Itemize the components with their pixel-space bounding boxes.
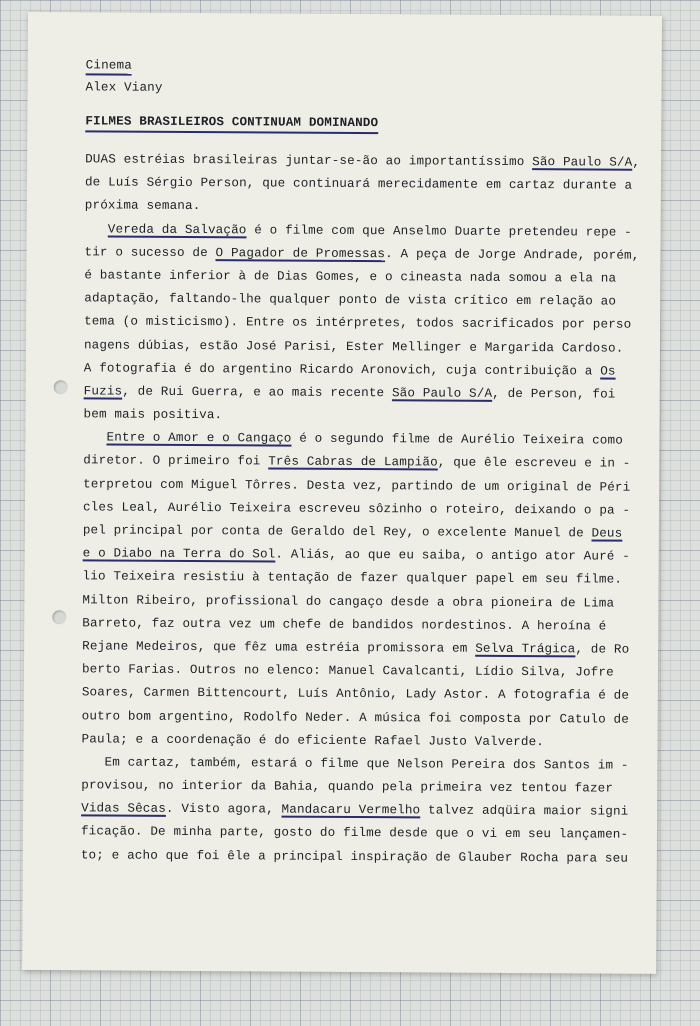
text-line <box>83 403 643 430</box>
text-segment: é bastante inferior à de Dias Gomes, e o cineasta nada somou a ela na <box>84 268 617 286</box>
text-line <box>82 635 642 662</box>
text-line <box>81 728 641 755</box>
text-segment: Milton Ribeiro, profissional do cangaço desde a obra pioneira de Lima <box>82 592 615 611</box>
underlined-title: Mandacaru Vermelho <box>281 802 421 818</box>
typed-text-block <box>81 54 646 870</box>
text-line <box>83 519 643 546</box>
text-segment: Em cartaz, também, estará o filme que Nelson Pereira dos Santos im - <box>81 755 629 773</box>
author-name: Alex Viany <box>85 80 163 95</box>
text-segment <box>85 222 108 236</box>
text-line <box>81 798 641 825</box>
text-segment: , <box>632 155 641 170</box>
text-segment: outro bom argentino, Rodolfo Neder. A música foi composta por Catulo de <box>81 708 629 727</box>
underlined-title: Deus <box>591 526 623 541</box>
punch-hole <box>52 610 66 624</box>
text-segment: próxima semana. <box>84 198 201 214</box>
text-line <box>81 774 641 801</box>
text-line <box>83 473 643 500</box>
text-segment: tir o sucesso de <box>84 245 216 260</box>
text-line <box>84 287 644 314</box>
underlined-title: São Paulo S/A <box>391 386 493 401</box>
text-segment: bem mais positiva. <box>83 407 223 423</box>
underlined-title: O Pagador de Promessas <box>215 245 386 261</box>
text-segment <box>83 431 106 445</box>
text-line <box>82 682 642 709</box>
text-line <box>84 241 644 268</box>
text-segment: A fotografia é do argentino Ricardo Aronovich, cuja contribuição a <box>83 361 601 379</box>
text-line <box>85 172 645 199</box>
text-segment: diretor. O primeiro foi <box>83 453 269 469</box>
underlined-title: São Paulo S/A <box>532 155 633 170</box>
text-line <box>84 311 644 338</box>
text-segment: , de Rui Guerra, e ao mais recente <box>122 384 393 401</box>
text-segment: talvez adqüira maior signi <box>420 803 629 819</box>
text-line <box>82 705 642 732</box>
text-segment: é o segundo filme de Aurélio Teixeira como <box>291 431 623 448</box>
text-segment: , que êle escreveu e in - <box>437 455 631 472</box>
underlined-title: Vidas Sêcas <box>81 801 166 817</box>
text-segment: , de Ro <box>575 642 630 657</box>
text-line <box>83 543 643 570</box>
text-segment: nagens dúbias, estão José Parisi, Ester Mellinger e Margarida Cardoso. <box>83 337 624 356</box>
underlined-title: Os <box>600 364 616 379</box>
text-line <box>82 658 642 685</box>
text-line <box>84 334 644 361</box>
text-line <box>82 612 642 639</box>
text-line <box>84 264 644 291</box>
text-segment: pel principal por conta de Geraldo del Rey, o excelente Manuel de <box>82 523 592 541</box>
underlined-title: Vereda da Salvação <box>107 222 247 237</box>
text-segment: berto Farias. Outros no elenco: Manuel Cavalcanti, Lídio Silva, Jofre <box>81 662 614 680</box>
text-segment: to; e acho que foi êle a principal inspiração de Glauber Rocha para seu <box>80 847 629 866</box>
text-segment: lio Teixeira resistiu à tentação de fazer qualquer papel em seu filme. <box>82 569 623 588</box>
text-line <box>81 751 641 778</box>
underlined-title: Entre o Amor e o Cangaço <box>106 430 292 446</box>
typewritten-page <box>22 12 662 974</box>
text-segment: . Visto agora, <box>165 802 282 817</box>
text-line <box>81 844 641 871</box>
article-title: FILMES BRASILEIROS CONTINUAM DOMINANDO <box>85 110 645 135</box>
text-segment: Barreto, faz outra vez um chefe de bandidos nordestinos. A heroína é <box>82 616 607 634</box>
text-segment: cles Leal, Aurélio Teixeira escreveu sôzinho o roteiro, deixando o pa - <box>82 500 631 518</box>
text-segment: de Luís Sérgio Person, que continuará merecidamente em cartaz durante a <box>84 175 633 193</box>
text-segment: Paula; e a coordenação é do eficiente Rafael Justo Valverde. <box>81 732 545 749</box>
text-line <box>81 821 641 848</box>
text-line <box>85 148 645 175</box>
text-line <box>85 218 645 245</box>
text-segment: , de Person, foi <box>492 386 616 402</box>
text-segment: . Aliás, ao que eu saiba, o antigo ator Auré - <box>275 547 630 564</box>
text-segment: provisou, no interior da Bahia, quando pela primeira vez tentou fazer <box>81 778 614 796</box>
text-line <box>84 357 644 384</box>
underlined-title: Fuzis <box>83 384 123 399</box>
section-label: Cinema <box>86 54 646 79</box>
punch-hole <box>54 380 68 394</box>
text-segment: Rejane Medeiros, que fêz uma estréia promissora em <box>82 639 476 656</box>
text-segment: terpretou com Miguel Tôrres. Desta vez, partindo de um original de Péri <box>83 476 631 495</box>
article-body <box>81 148 645 870</box>
text-segment: tema (o misticismo). Entre os intérpretes, todos sacrificados por perso <box>84 314 632 333</box>
underlined-title: Três Cabras de Lampião <box>268 454 438 470</box>
text-segment: Soares, Carmen Bittencourt, Luís Antônio, Lady Astor. A fotografia é de <box>81 685 630 703</box>
text-segment: . A peça de Jorge Andrade, porém, <box>385 246 640 263</box>
underlined-title: e o Diabo na Terra do Sol <box>82 546 276 562</box>
text-line <box>85 195 645 222</box>
text-line <box>84 380 644 407</box>
text-segment: ficação. De minha parte, gosto do filme desde que o vi em seu lançamen- <box>80 824 629 843</box>
text-line <box>83 427 643 454</box>
text-line <box>82 589 642 616</box>
text-segment: é o filme com que Anselmo Duarte pretendeu repe - <box>246 222 632 240</box>
text-segment: adaptação, faltando-lhe qualquer ponto de vista crítico em relação ao <box>84 291 617 309</box>
underlined-title: Selva Trágica <box>475 641 576 657</box>
text-segment: DUAS estréias brasileiras juntar-se-ão ao importantíssimo <box>85 152 533 170</box>
text-line <box>83 496 643 523</box>
text-line <box>83 450 643 477</box>
text-line <box>82 566 642 593</box>
